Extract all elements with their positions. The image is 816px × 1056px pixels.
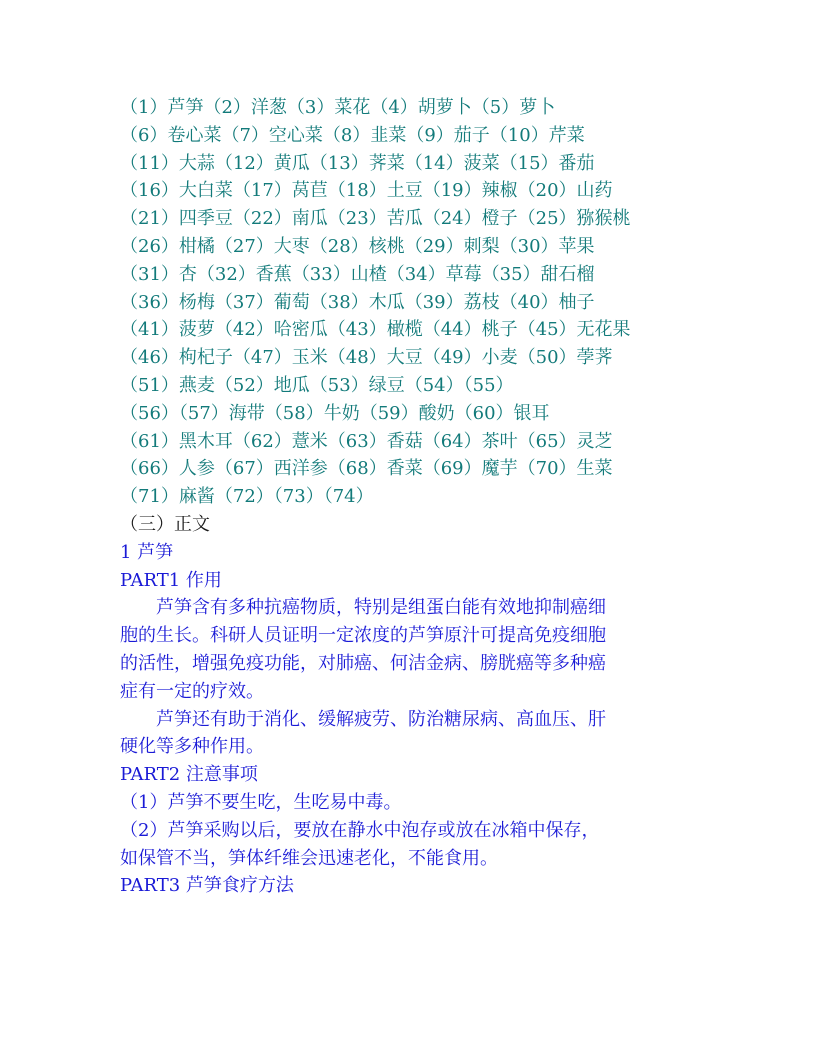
- part3-heading: PART3 芦笋食疗方法: [120, 875, 294, 897]
- toc-line: （31）杏（32）香蕉（33）山楂（34）草莓（35）甜石榴: [120, 263, 595, 285]
- toc-line: （41）菠萝（42）哈密瓜（43）橄榄（44）桃子（45）无花果: [120, 319, 631, 341]
- toc-line: （26）柑橘（27）大枣（28）核桃（29）刺梨（30）苹果: [120, 235, 595, 257]
- note-line: 如保管不当，笋体纤维会迅速老化，不能食用。: [120, 847, 498, 869]
- toc-line: （11）大蒜（12）黄瓜（13）荠菜（14）菠菜（15）番茄: [120, 152, 595, 174]
- toc-line: （66）人参（67）西洋参（68）香菜（69）魔芋（70）生菜: [120, 458, 613, 480]
- section-title: （三）正文: [120, 513, 210, 535]
- paragraph-line: 硬化等多种作用。: [120, 736, 264, 758]
- part2-note-1: [120, 789, 700, 817]
- toc-line: （21）四季豆（22）南瓜（23）苦瓜（24）橙子（25）猕猴桃: [120, 208, 631, 230]
- toc-line: （56）（57）海带（58）牛奶（59）酸奶（60）银耳: [120, 402, 550, 424]
- paragraph-line: 芦笋含有多种抗癌物质，特别是组蛋白能有效地抑制癌细: [156, 597, 606, 619]
- part2-note-2: [120, 817, 700, 873]
- paragraph-line: 症有一定的疗效。: [120, 680, 264, 702]
- part1-paragraph-2: [120, 706, 700, 762]
- item-title: 1 芦笋: [120, 541, 174, 563]
- toc-line: （16）大白菜（17）莴苣（18）土豆（19）辣椒（20）山药: [120, 180, 613, 202]
- document-page: [120, 94, 700, 900]
- toc-line: （36）杨梅（37）葡萄（38）木瓜（39）荔枝（40）柚子: [120, 291, 595, 313]
- toc-line: （6）卷心菜（7）空心菜（8）韭菜（9）茄子（10）芹菜: [120, 124, 585, 146]
- part1-paragraph-1: [120, 594, 700, 705]
- toc-line: （46）枸杞子（47）玉米（48）大豆（49）小麦（50）荸荠: [120, 347, 613, 369]
- toc-line: （61）黑木耳（62）薏米（63）香菇（64）茶叶（65）灵芝: [120, 430, 613, 452]
- toc-line: （1）芦笋（2）洋葱（3）菜花（4）胡萝卜（5）萝卜: [120, 97, 556, 118]
- note-line: （2）芦笋采购以后，要放在静水中泡存或放在冰箱中保存，: [120, 819, 600, 841]
- paragraph-line: 胞的生长。科研人员证明一定浓度的芦笋原汁可提高免疫细胞: [120, 625, 606, 647]
- note-line: （1）芦笋不要生吃，生吃易中毒。: [120, 791, 402, 813]
- table-of-contents: [120, 94, 700, 511]
- part1-heading: PART1 作用: [120, 569, 222, 591]
- paragraph-line: 的活性，增强免疫功能，对肺癌、何洁金病、膀胱癌等多种癌: [120, 652, 606, 674]
- paragraph-line: 芦笋还有助于消化、缓解疲劳、防治糖尿病、高血压、肝: [156, 708, 606, 730]
- toc-line: （71）麻酱（72）（73）（74）: [120, 486, 374, 508]
- toc-line: （51）燕麦（52）地瓜（53）绿豆（54）（55）: [120, 374, 514, 396]
- part2-heading: PART2 注意事项: [120, 764, 258, 786]
